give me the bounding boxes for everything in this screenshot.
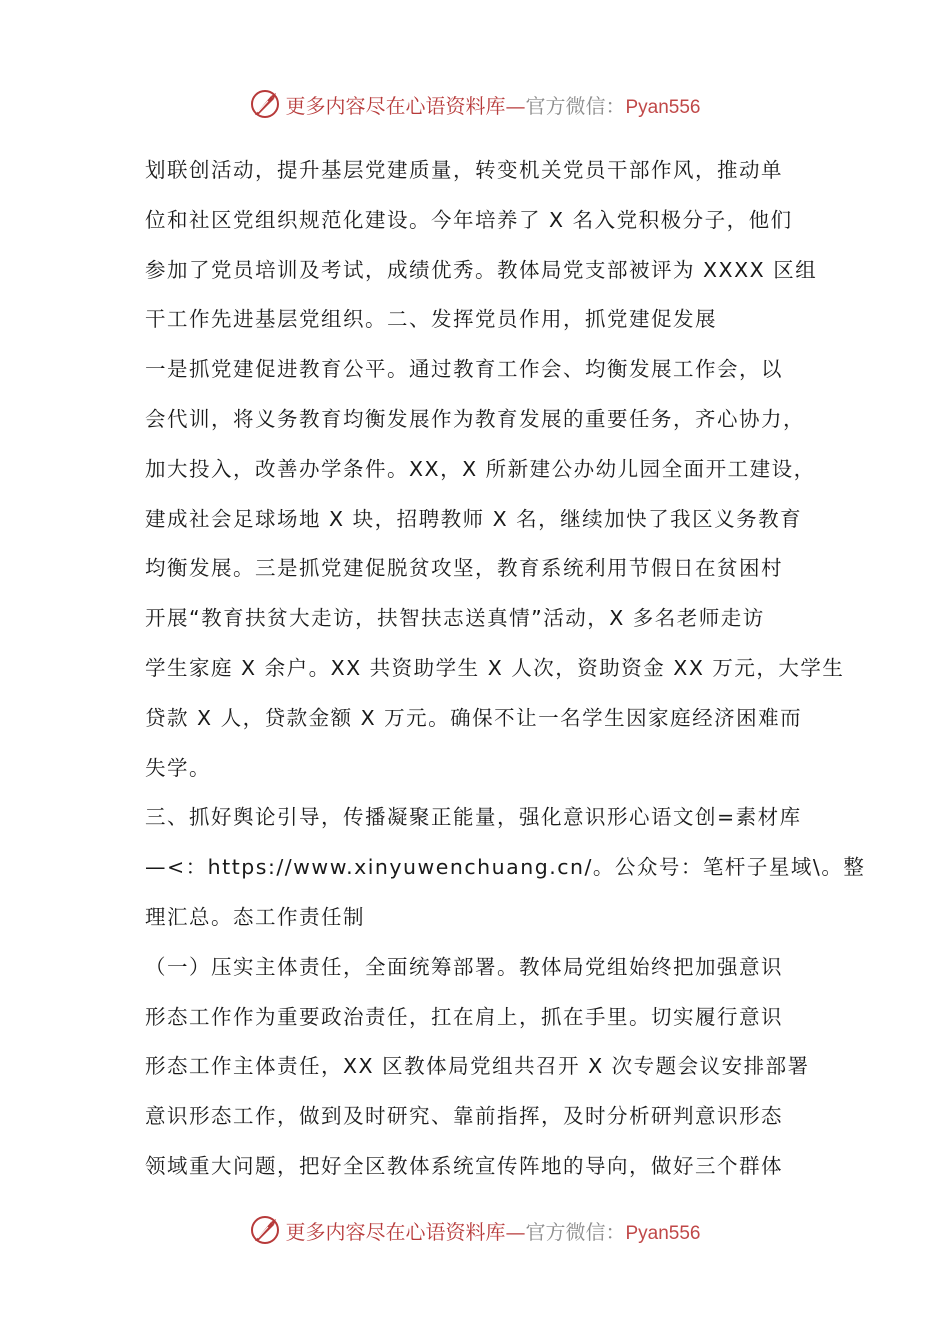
text-line: 一是抓党建促进教育公平。通过教育工作会、均衡发展工作会，以 — [145, 357, 783, 382]
text-line: 建成社会足球场地 X 块，招聘教师 X 名，继续加快了我区义务教育 — [145, 506, 803, 531]
text-line: —<：https://www.xinyuwenchuang.cn/。公众号：笔杆子星域\。整 — [145, 855, 866, 880]
footer-watermark-banner — [0, 1210, 950, 1250]
text-line: 开展“教育扶贫大走访，扶智扶志送真情”活动，X 多名老师走访 — [145, 606, 765, 631]
text-line: 参加了党员培训及考试，成绩优秀。教体局党支部被评为 XXXX 区组 — [145, 257, 818, 282]
text-line: 形态工作主体责任，XX 区教体局党组共召开 X 次专题会议安排部署 — [145, 1054, 810, 1079]
banner-wechat-label: 官方微信： — [525, 93, 626, 118]
banner-wechat-label: 官方微信： — [525, 1219, 626, 1244]
banner-site-text: 更多内容尽在心语资料库 — [285, 93, 506, 118]
banner-wechat-id: Pyan556 — [625, 1222, 701, 1244]
text-line: 学生家庭 X 余户。XX 共资助学生 X 人次，资助资金 XX 万元，大学生 — [145, 655, 845, 680]
text-line: 加大投入，改善办学条件。XX，X 所新建公办幼儿园全面开工建设， — [145, 456, 816, 481]
banner-wechat-id: Pyan556 — [625, 96, 701, 118]
text-line: 划联创活动，提升基层党建质量，转变机关党员干部作风，推动单 — [145, 158, 783, 182]
text-line: 形态工作作为重要政治责任，扛在肩上，抓在手里。切实履行意识 — [145, 1004, 783, 1029]
text-line: 领域重大问题，把好全区教体系统宣传阵地的导向，做好三个群体 — [145, 1153, 783, 1178]
banner-dash: — — [505, 1219, 526, 1244]
banner-text — [285, 90, 700, 119]
text-line: 均衡发展。三是抓党建促脱贫攻坚，教育系统利用节假日在贫困村 — [145, 556, 783, 581]
quill-logo-icon — [249, 1214, 281, 1246]
banner-dash: — — [505, 93, 526, 118]
text-line: 干工作先进基层党组织。二、发挥党员作用，抓党建促发展 — [145, 307, 717, 332]
header-watermark-banner — [0, 84, 950, 124]
quill-logo-icon — [249, 88, 281, 120]
text-line: 理汇总。态工作责任制 — [145, 904, 365, 929]
text-line: 会代训，将义务教育均衡发展作为教育发展的重要任务，齐心协力， — [145, 406, 805, 431]
text-line: （一）压实主体责任，全面统筹部署。教体局党组始终把加强意识 — [145, 954, 783, 979]
text-line: 贷款 X 人，贷款金额 X 万元。确保不让一名学生因家庭经济困难而 — [145, 705, 803, 730]
document-body — [145, 146, 866, 1192]
banner-text — [285, 1216, 700, 1245]
text-line: 位和社区党组织规范化建设。今年培养了 X 名入党积极分子，他们 — [145, 207, 793, 232]
text-line: 三、抓好舆论引导，传播凝聚正能量，强化意识形心语文创=素材库 — [145, 805, 802, 830]
text-line: 失学。 — [145, 755, 211, 780]
banner-site-text: 更多内容尽在心语资料库 — [285, 1219, 506, 1244]
text-line: 意识形态工作，做到及时研究、靠前指挥，及时分析研判意识形态 — [145, 1104, 783, 1129]
